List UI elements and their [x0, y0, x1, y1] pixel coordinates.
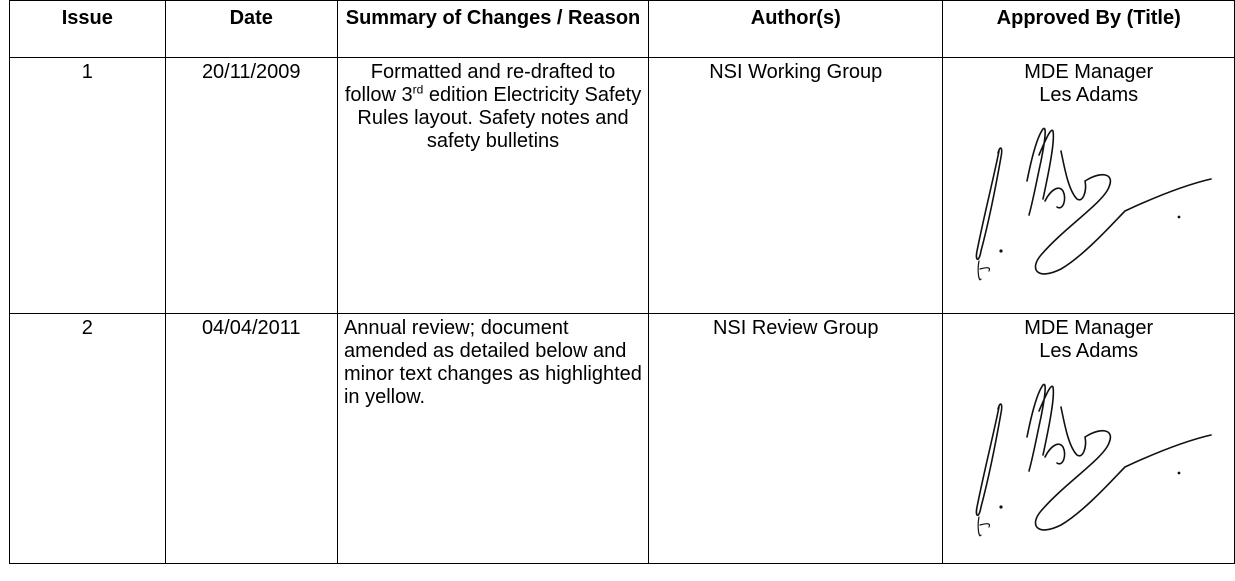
date-cell: 20/11/2009: [165, 58, 337, 314]
approver-title: MDE Manager: [1024, 61, 1154, 83]
table-row: [10, 58, 1235, 314]
approved-by-cell: [943, 58, 1235, 314]
summary-text-continued: edition Electricity Safety Rules layout. Safety notes and safety bulletins: [357, 84, 642, 152]
summary-cell: Annual review; document amended as detailed below and minor text changes as highlighted in yellow.: [337, 314, 648, 564]
approver-name: Les Adams: [1039, 340, 1139, 362]
approver-title: MDE Manager: [1024, 317, 1154, 339]
approved-by-cell: [943, 314, 1235, 564]
issue-cell: 2: [10, 314, 166, 564]
signature-image: [965, 111, 1213, 283]
issue-cell: 1: [10, 58, 166, 314]
revision-history-table: [9, 0, 1235, 564]
authors-cell: NSI Working Group: [649, 58, 943, 314]
summary-text: Formatted and re-drafted to follow 3: [344, 61, 616, 106]
header-approved-by: Approved By (Title): [943, 1, 1235, 58]
summary-superscript: rd: [412, 82, 424, 97]
approver-name: Les Adams: [1039, 84, 1139, 106]
signature-image: [965, 367, 1213, 539]
date-cell: 04/04/2011: [165, 314, 337, 564]
header-date: Date: [165, 1, 337, 58]
summary-cell: [337, 58, 648, 314]
header-summary: Summary of Changes / Reason: [337, 1, 648, 58]
authors-cell: NSI Review Group: [649, 314, 943, 564]
table-header-row: [10, 1, 1235, 58]
header-authors: Author(s): [649, 1, 943, 58]
header-issue: Issue: [10, 1, 166, 58]
table-row: [10, 314, 1235, 564]
